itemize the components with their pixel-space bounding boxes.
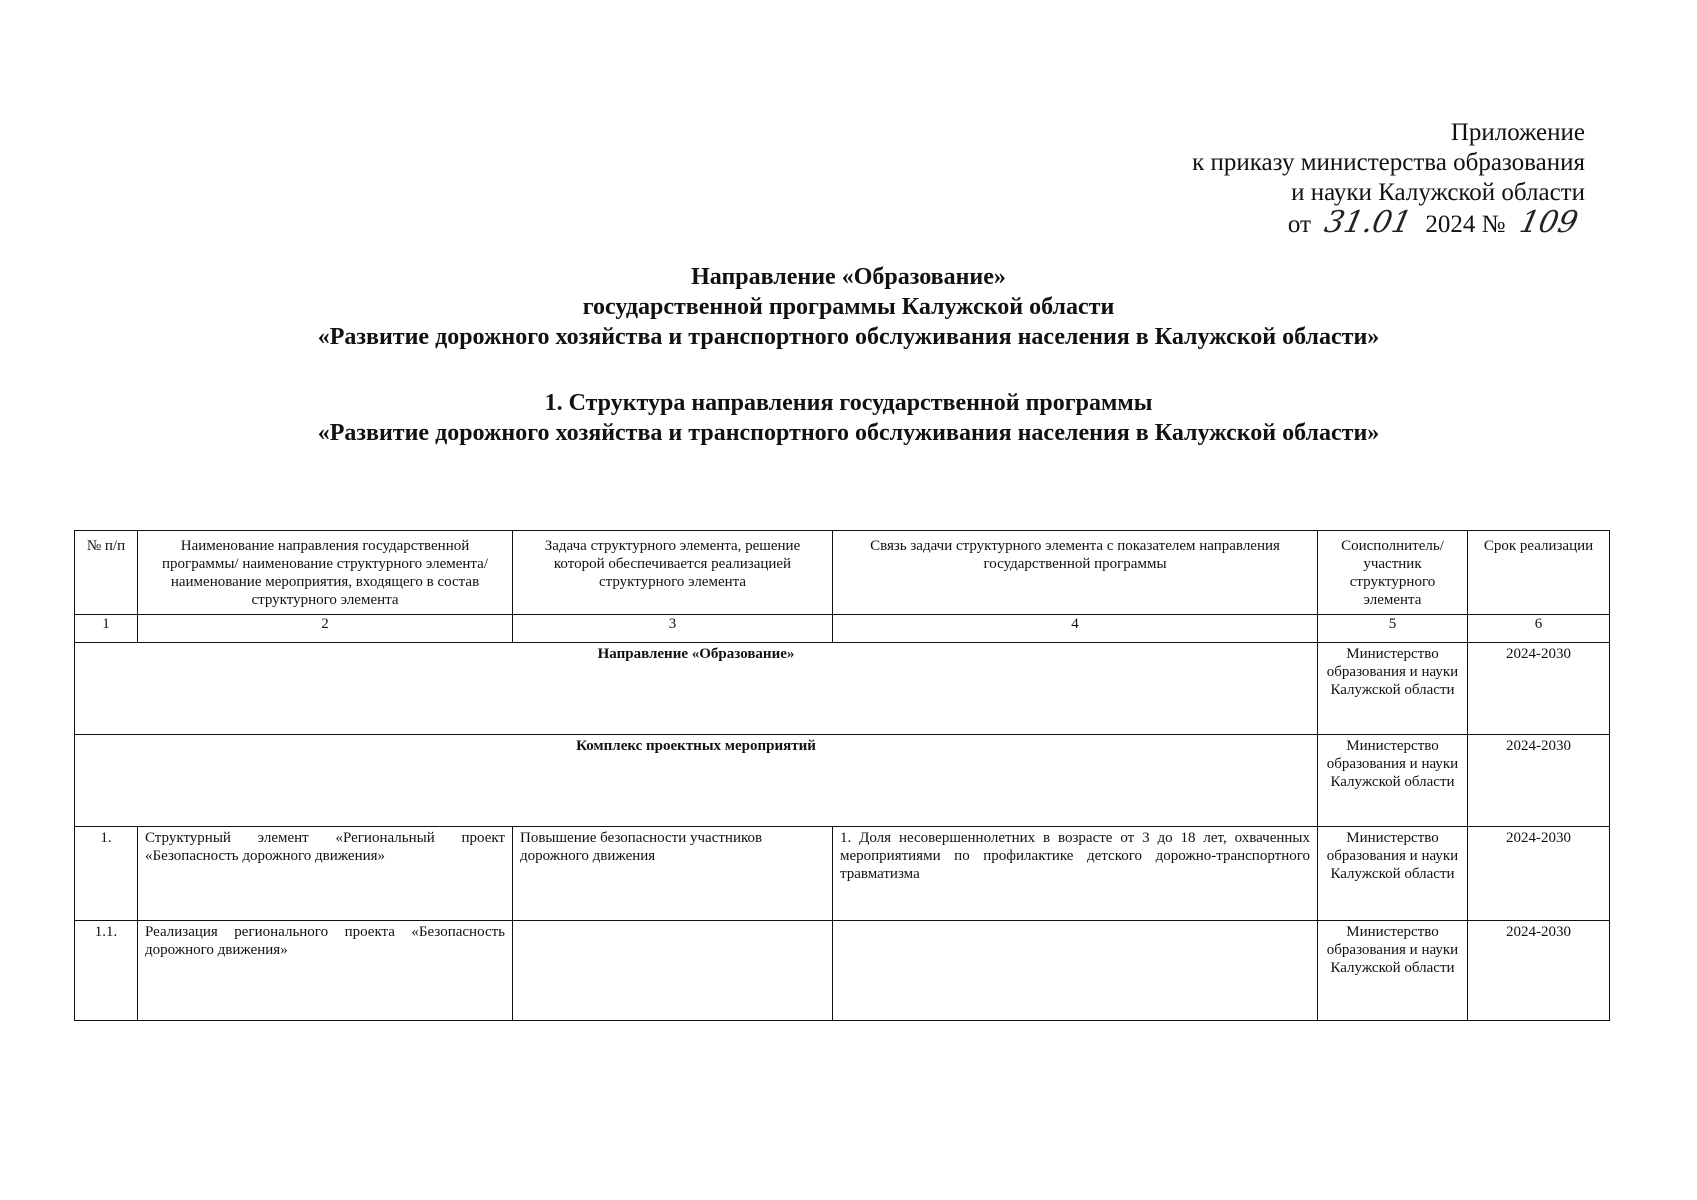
- row-number: 1.1.: [75, 921, 138, 1021]
- row-executor: Министерство образования и науки Калужской области: [1318, 827, 1468, 921]
- direction-row: [75, 643, 1610, 735]
- handwritten-number: 109: [1516, 205, 1581, 240]
- column-number: 3: [513, 615, 833, 643]
- row-number: 1.: [75, 827, 138, 921]
- handwritten-date: 31.01: [1321, 205, 1415, 240]
- complex-term: 2024-2030: [1468, 735, 1610, 827]
- column-number: 4: [833, 615, 1318, 643]
- section-title-line-2: «Развитие дорожного хозяйства и транспортного обслуживания населения в Калужской области»: [317, 420, 1380, 446]
- table-row: [75, 827, 1610, 921]
- title-line-3: «Развитие дорожного хозяйства и транспортного обслуживания населения в Калужской области»: [317, 324, 1380, 350]
- complex-title: Комплекс проектных мероприятий: [75, 735, 1318, 827]
- section-title-line-1: 1. Структура направления государственной программы: [544, 390, 1153, 416]
- header-cell-task: Задача структурного элемента, решение которой обеспечивается реализацией структурного элемента: [513, 531, 833, 615]
- title-line-1: Направление «Образование»: [691, 264, 1006, 290]
- complex-row: [75, 735, 1610, 827]
- column-number: 5: [1318, 615, 1468, 643]
- appendix-line-1: Приложение: [1450, 119, 1585, 146]
- row-term: 2024-2030: [1468, 921, 1610, 1021]
- column-number: 1: [75, 615, 138, 643]
- order-year: 2024: [1425, 211, 1476, 238]
- row-name: Реализация регионального проекта «Безопасность дорожного движения»: [138, 921, 513, 1021]
- row-executor: Министерство образования и науки Калужской области: [1318, 921, 1468, 1021]
- direction-title: Направление «Образование»: [75, 643, 1318, 735]
- direction-executor: Министерство образования и науки Калужской области: [1318, 643, 1468, 735]
- row-link: [833, 921, 1318, 1021]
- header-cell-link: Связь задачи структурного элемента с показателем направления государственной программы: [833, 531, 1318, 615]
- header-cell-term: Срок реализации: [1468, 531, 1610, 615]
- from-label: от: [1287, 211, 1311, 238]
- table-row: [75, 921, 1610, 1021]
- row-task: Повышение безопасности участников дорожного движения: [513, 827, 833, 921]
- row-link: 1. Доля несовершеннолетних в возрасте от 3 до 18 лет, охваченных мероприятиями по профилактике детского дорожно-транспортного травматизма: [833, 827, 1318, 921]
- row-task: [513, 921, 833, 1021]
- direction-term: 2024-2030: [1468, 643, 1610, 735]
- complex-executor: Министерство образования и науки Калужской области: [1318, 735, 1468, 827]
- structure-table: [74, 530, 1610, 1021]
- column-number: 2: [138, 615, 513, 643]
- title-line-2: государственной программы Калужской области: [582, 294, 1115, 320]
- column-number: 6: [1468, 615, 1610, 643]
- row-term: 2024-2030: [1468, 827, 1610, 921]
- order-date-line: [1192, 205, 1585, 240]
- number-label: №: [1481, 211, 1506, 238]
- header-cell-name: Наименование направления государственной программы/ наименование структурного элемента/ наименование мероприятия, входящего в состав структурного элемента: [138, 531, 513, 615]
- column-number-row: [75, 615, 1610, 643]
- table-header-row: [75, 531, 1610, 615]
- appendix-line-2: к приказу министерства образования: [1192, 149, 1585, 176]
- row-name: Структурный элемент «Региональный проект «Безопасность дорожного движения»: [138, 827, 513, 921]
- header-cell-number: № п/п: [75, 531, 138, 615]
- appendix-line-3: и науки Калужской области: [1291, 179, 1585, 206]
- header-cell-executor: Соисполнитель/ участник структурного элемента: [1318, 531, 1468, 615]
- document-title: [150, 262, 1547, 448]
- appendix-block: [1192, 118, 1585, 240]
